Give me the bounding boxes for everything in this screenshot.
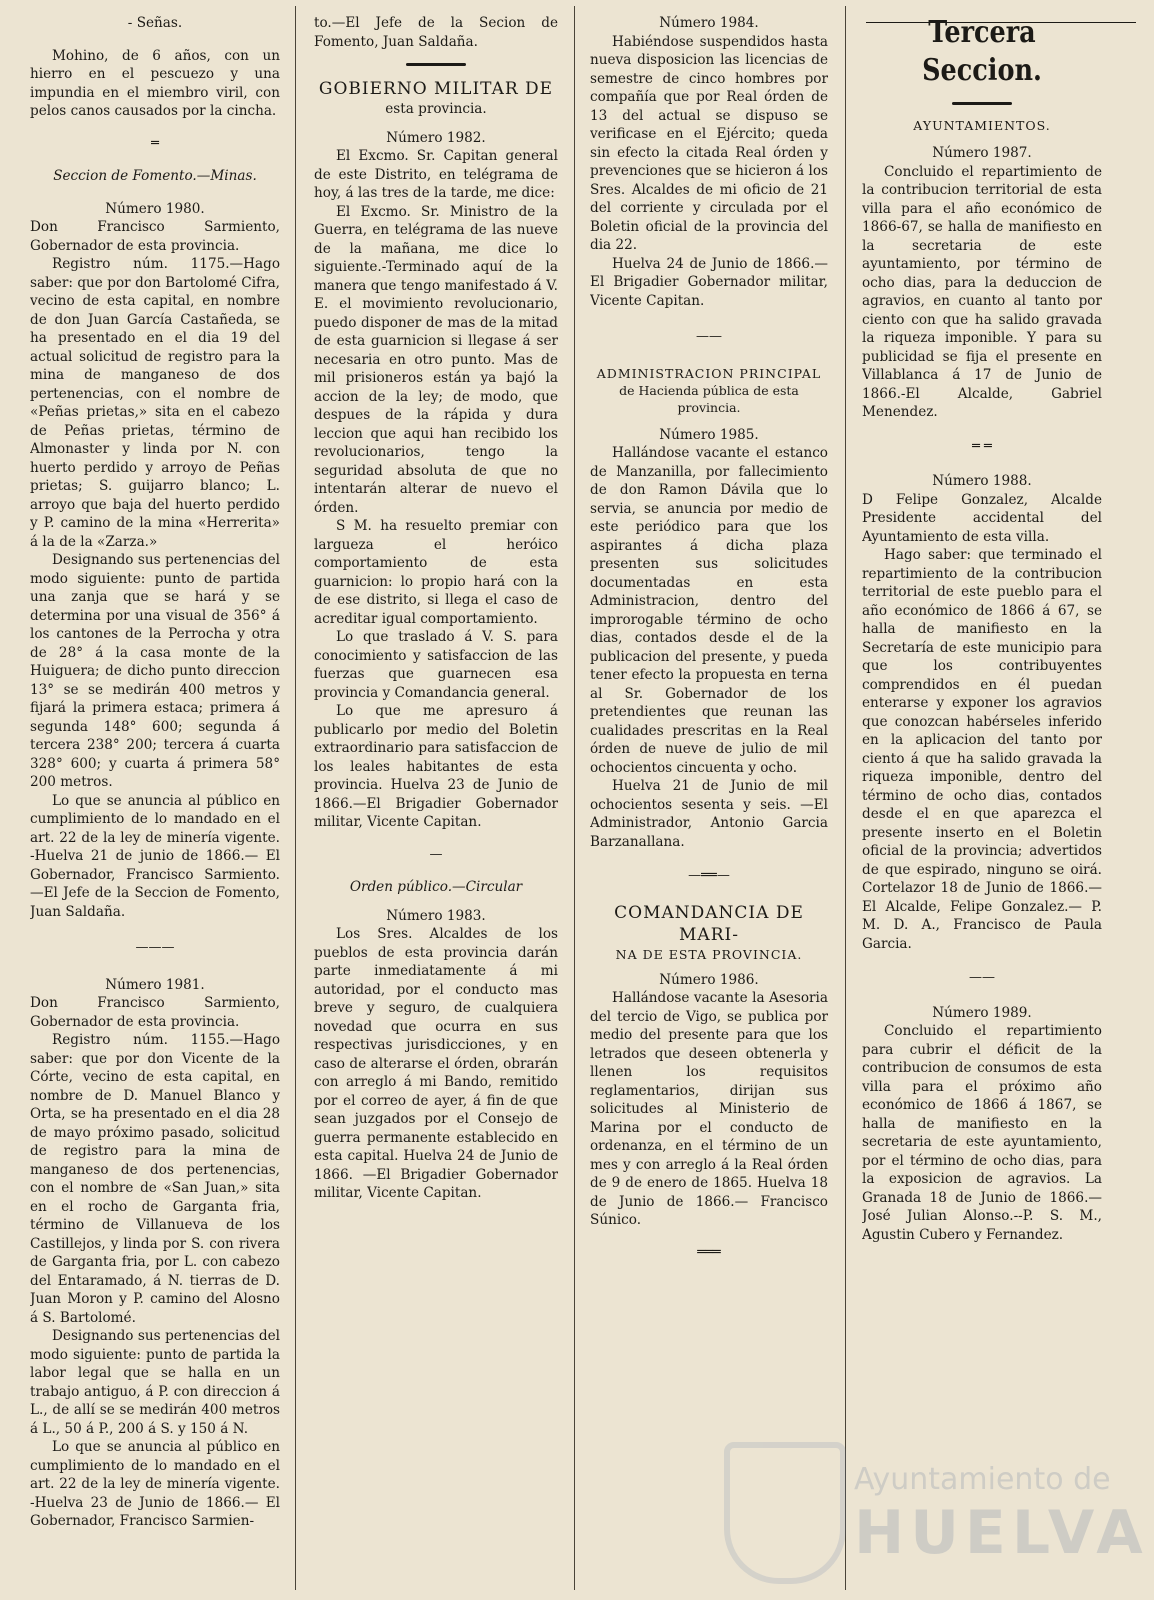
section-subheading: de Hacienda pública de esta provincia. (619, 382, 799, 415)
notice-1981-text: Registro núm. 1155.—Hago saber: que por don Vicente de la Córte, vecino de esta capital, en nombre de D. Manuel Blanco y Orta, se ha presentado en el dia 28 de mayo próximo pasado, solicitud de registro para la mina de manganeso de dos pertenencias, con el nombre de «San Juan,» sita en el rocho de Garganta fria, término de Villanueva de los Castillejos, y linda por S. con rivera de Garganta fria, por L. con cabezo del Entaramado, á N. tierras de D. Juan Moron y P. camino del Alosno á S. Bartolomé. (30, 1032, 280, 1326)
section-heading: AYUNTAMIENTOS. (913, 118, 1051, 133)
separator: — (429, 846, 443, 862)
notice-number-1982: Número 1982. (386, 129, 486, 146)
watermark-stamp (724, 1432, 1149, 1582)
column-3 (590, 14, 828, 1590)
separator: —══— (688, 868, 730, 883)
column-rule (295, 6, 296, 1590)
notice-1985-text: Huelva 21 de Junio de mil ochocientos sesenta y seis. —El Administrador, Antonio Garcia Barzanallana. (590, 778, 828, 850)
notice-1981-text: Lo que se anuncia al público en cumplimiento de lo mandado en el art. 22 de la ley de minería vigente. -Huelva 23 de Junio de 1866.— El Gobernador, Francisco Sarmien- (30, 1439, 280, 1529)
notice-1982-text: El Excmo. Sr. Ministro de la Guerra, en telégrama de las nueve de la mañana, me dice lo siguiente.-Terminado aquí de la manera que tengo manifestado á V. E. el movimiento revolucionario, puedo disponer de mas de la mitad de esta guarnicion si llegase á ser necesaria en otro punto. Mas de mil prisioneros están ya bajó la accion de la ley; de modo, que despues de la rápida y dura leccion que aqui han recibido los revolucionarios, tengo la seguridad absoluta de que no intentarán alterar de nuevo el órden. (314, 203, 558, 516)
section-title: Tercera Seccion. (922, 15, 1042, 88)
column-4 (862, 14, 1102, 1590)
notice-1982-text: Lo que traslado á V. S. para conocimiento y satisfaccion de las fuerzas que guarnecen esa provincia y Comandancia general. (314, 629, 558, 701)
notice-1987-text: Concluido el repartimiento de la contribucion territorial de esta villa para el año económico de 1866-67, se halla de manifiesto en la secretaria de este ayuntamiento, por término de ocho dias, para la deduccion de agravios, en cuanto al tanto por ciento con que ha salido gravada la riqueza imponible. Y para su publicidad se fija el presente en Villablanca á 17 de Junio de 1866.-El Alcalde, Gabriel Menendez. (862, 163, 1102, 420)
ornament-rule (406, 63, 466, 66)
separator: ═ ═ (972, 438, 992, 454)
notice-1984-text: Huelva 24 de Junio de 1866.—El Brigadier Gobernador militar, Vicente Capitan. (590, 255, 828, 309)
section-heading: ADMINISTRACION PRINCIPAL (596, 365, 822, 381)
notice-1980-heading: Don Francisco Sarmiento, Gobernador de esta provincia. (30, 219, 280, 254)
senas-heading: - Señas. (127, 15, 183, 31)
notice-1980-text: Lo que se anuncia al público en cumplimiento de lo mandado en el art. 22 de la ley de minería vigente. -Huelva 21 de junio de 1866.— El Gobernador, Francisco Sarmiento.—El Jefe de la Seccion de Fomento, Juan Saldaña. (30, 792, 280, 920)
separator: ═ (151, 135, 159, 151)
continued-text: to.—El Jefe de la Secion de Fomento, Juan Saldaña. (314, 15, 558, 50)
separator: —— (696, 329, 722, 344)
section-subheading: NA DE ESTA PROVINCIA. (615, 946, 803, 962)
separator: ——— (135, 940, 175, 955)
notice-number-1983: Número 1983. (386, 907, 486, 924)
column-rule (845, 6, 846, 1590)
section-heading: Seccion de Fomento.—Minas. (53, 168, 257, 184)
notice-number-1988: Número 1988. (932, 473, 1032, 489)
section-heading: GOBIERNO MILITAR DE (318, 79, 554, 99)
column-1 (30, 14, 280, 1590)
separator: ═══ (697, 1244, 721, 1260)
notice-1988-text: Hago saber: que terminado el repartimiento de la contribucion territorial de este pueblo para el año económico de 1866 á 67, se halla de manifiesto en la Secretaría de este municipio para que los contribuyentes comprendidos en él puedan enterarse y exponer los agravios que conozcan habérseles inferido en la aplicacion del tanto por ciento á que ha salido gravada la riqueza imponible, dentro del término de ocho dias, contados desde el en que aparezca el presente inserto en el Boletin oficial de la provincia; advertidos de que espirado, ninguno se oirá. Cortelazor 18 de Junio de 1866.—El Alcalde, Felipe Gonzalez.— P. M. D. A., Francisco de Paula Garcia. (862, 547, 1102, 952)
section-heading: COMANDANCIA DE MARI- (614, 902, 804, 945)
notice-1986-text: Hallándose vacante la Asesoria del tercio de Vigo, se publica por medio del presente para que los letrados que deseen obtenerla y llenen los requisitos reglamentarios, dirijan sus solicitudes al Ministerio de Marina por el conducto de ordenanza, en el término de un mes y con arreglo á la Real órden de 9 de enero de 1865. Huelva 18 de Junio de 1866.— Francisco Súnico. (590, 990, 828, 1228)
watermark-text: HUELVA (854, 1498, 1149, 1568)
notice-number-1986: Número 1986. (659, 971, 759, 988)
section-heading: Orden público.—Circular (349, 879, 523, 895)
notice-1982-text: El Excmo. Sr. Capitan general de este Distrito, en telégrama de hoy, á las tres de la tarde, me dice: (314, 148, 558, 201)
notice-1982-text: Lo que me apresuro á publicarlo por medio del Boletin extraordinario para satisfaccion de los leales habitantes de esta provincia. Huelva 23 de Junio de 1866.—El Brigadier Gobernador militar, Vicente Capitan. (314, 703, 558, 830)
notice-1988-heading: D Felipe Gonzalez, Alcalde Presidente accidental del Ayuntamiento de esta villa. (862, 491, 1102, 545)
coat-of-arms-icon (724, 1442, 846, 1584)
notice-1989-text: Concluido el repartimiento para cubrir el déficit de la contribucion de consumos de esta villa para el próximo año económico de 1866 á 1867, se halla de manifiesto en la secretaria de este ayuntamiento, por el término de ocho dias, para la exposicion de agravios. La Granada 18 de Junio de 1866.—José Julian Alonso.--P. S. M., Agustin Cubero y Fernandez. (862, 1023, 1102, 1243)
notice-number-1989: Número 1989. (932, 1004, 1032, 1021)
separator: —— (969, 970, 995, 985)
notice-number-1985: Número 1985. (659, 426, 759, 443)
notice-1983-text: Los Sres. Alcaldes de los pueblos de esta provincia darán parte inmediatamente á mi autoridad, por el conducto mas breve y seguro, de cualquiera novedad que ocurra en sus respectivas jurisdicciones, y en caso de alterarse el órden, obrarán con arreglo á mi Bando, remitido por el correo de ayer, á fin de que sean juzgados por el Consejo de guerra permanente establecido en esta capital. Huelva 24 de Junio de 1866. —El Brigadier Gobernador militar, Vicente Capitan. (314, 926, 558, 1201)
notice-1984-text: Habiéndose suspendidos hasta nueva disposicion las licencias de semestre de cinco hombres por compañía que por Real órden de 13 del actual se dispuso se verificase en el Ejército; queda sin efecto la citada Real órden y prevenciones que se hicieron á los Sres. Alcaldes de mi oficio de 21 del corriente y circulada por el Boletin oficial de la provincia del dia 22. (590, 33, 828, 253)
notice-1980-text: Registro núm. 1175.—Hago saber: que por don Bartolomé Cifra, vecino de esta capital, en nombre de don Juan García Castañeda, se ha presentado en el dia 19 del actual solicitud de registro para la mina de manganeso de dos pertenencias, con el nombre de «Peñas prietas,» sita en el cabezo de Peñas prietas, término de Almonaster y linda por N. con huerto perdido y arroyo de Peñas prietas; S. guijarro blanco; L. arroyo que baja del huerto perdido y P. camino de la mina «Herrerita» á la de la «Zarza.» (30, 256, 280, 550)
column-rule (574, 6, 575, 1590)
notice-number-1981: Número 1981. (105, 976, 205, 993)
notice-number-1984: Número 1984. (659, 15, 759, 31)
notice-1985-text: Hallándose vacante el estanco de Manzanilla, por fallecimiento de don Ramon Dávila que lo servia, se anuncia por medio de este periódico para que los aspirantes á dicha plaza presenten sus solicitudes documentadas en esta Administracion, dentro del improrogable término de ocho dias, contados desde el de la publicacion del presente, y pueda tener efecto la propuesta en terna al Sr. Gobernador de los pretendientes que reunan las cualidades prescritas en la Real órden de nueve de julio de mil ochocientos cincuenta y ocho. (590, 445, 828, 776)
section-subheading: esta provincia. (385, 101, 487, 117)
notice-1980-text: Designando sus pertenencias del modo siguiente: punto de partida una zanja que se hará y se determina por una visual de 356° á los cantones de la Perrocha y otra de 28° á la casa monte de la Huiguera; de dicho punto direccion 13° se se medirán 400 metros y fijará la primera estaca; primera á segunda 148° 600; segunda á tercera 238° 200; tercera á cuarta 328° 600; y cuarta á primera 58° 200 metros. (30, 552, 280, 790)
notice-1982-text: S M. ha resuelto premiar con largueza el heróico comportamiento de esta guarnicion: lo propio hará con la de ese distrito, si llega el caso de acreditar igual comportamiento. (314, 518, 558, 627)
notice-number-1987: Número 1987. (932, 145, 1032, 161)
watermark-text: Ayuntamiento de (854, 1462, 1111, 1497)
column-2 (314, 14, 558, 1590)
notice-number-1980: Número 1980. (105, 200, 205, 217)
ornament-rule (952, 102, 1012, 105)
notice-1981-text: Designando sus pertenencias del modo siguiente: punto de partida la labor legal que se halla en un trabajo antiguo, á P. con direccion á L., de allí se se medirán 400 metros á L., 50 á P., 200 á S. y 150 á N. (30, 1328, 280, 1437)
senas-text: Mohino, de 6 años, con un hierro en el pescuezo y una impundia en el miembro viril, con pelos canos causados por la cincha. (30, 47, 280, 119)
notice-1981-heading: Don Francisco Sarmiento, Gobernador de esta provincia. (30, 995, 280, 1030)
